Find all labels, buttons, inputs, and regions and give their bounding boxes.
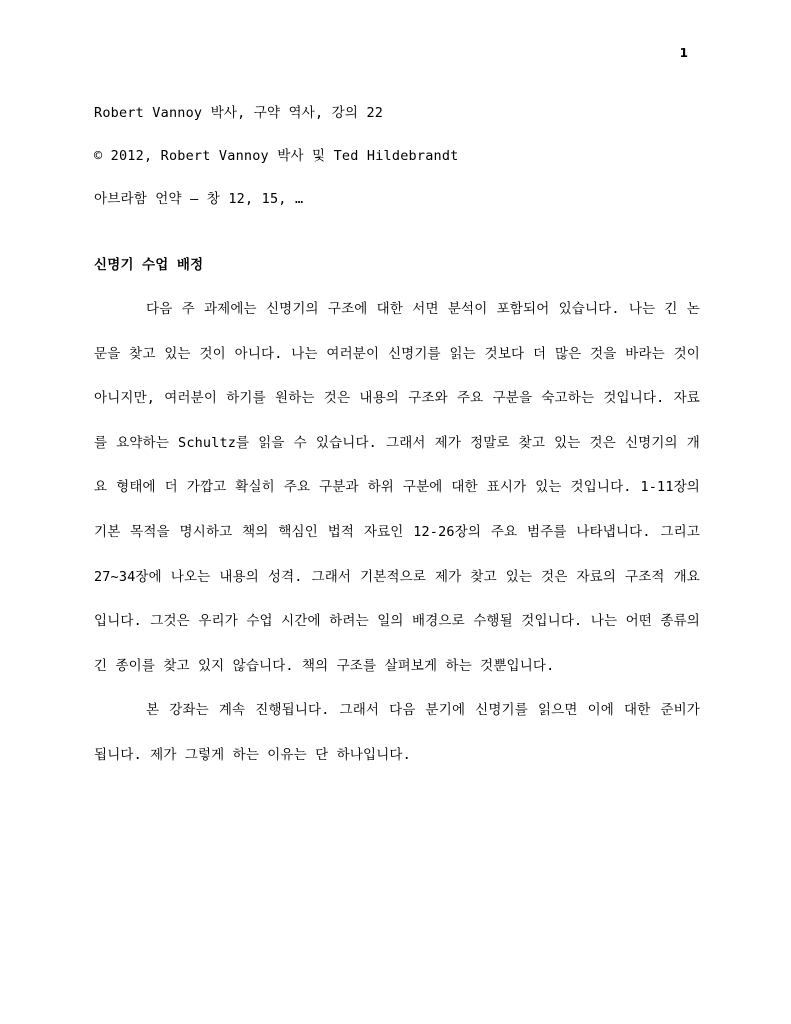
header-line-copyright: © 2012, Robert Vannoy 박사 및 Ted Hildebrandt	[94, 148, 459, 164]
document-content	[94, 92, 700, 778]
paragraph-text: 다음 주 과제에는 신명기의 구조에 대한 서면 분석이 포함되어 있습니다. 나는 긴 논문을 찾고 있는 것이 아니다. 나는 여러분이 신명기를 읽는 것보다 더 많은 것을 바라는 것이 아니지만, 여러분이 하기를 원하는 것은 내용의 구조와 주요 구분을 숙고하는 것입니다. 자료를 요약하는 Schultz를 읽을 수 있습니다. 그래서 제가 정말로 찾고 있는 것은 신명기의 개요 형태에 더 가깝고 확실히 주요 구분과 하위 구분에 대한 표시가 있는 것입니다. 1-11장의 기본 목적을 명시하고 책의 핵심인 법적 자료인 12-26장의 주요 범주를 나타냅니다. 그리고 27~34장에 나오는 내용의 성격. 그래서 기본적으로 제가 찾고 있는 것은 자료의 구조적 개요입니다. 그것은 우리가 수업 시간에 하려는 일의 배경으로 수행될 것입니다. 나는 어떤 종류의 긴 종이를 찾고 있지 않습니다. 책의 구조를 살펴보게 하는 것뿐입니다.	[94, 301, 700, 674]
paragraph-assignment	[94, 287, 700, 688]
paragraph-course-continues	[94, 688, 700, 777]
header-line-title: Robert Vannoy 박사, 구약 역사, 강의 22	[94, 105, 384, 121]
page-number: 1	[679, 46, 688, 60]
header-line-subject: 아브라함 언약 – 창 12, 15, …	[94, 191, 304, 207]
paragraph-text: 본 강좌는 계속 진행됩니다. 그래서 다음 분기에 신명기를 읽으면 이에 대한 준비가 됩니다. 제가 그렇게 하는 이유는 단 하나입니다.	[94, 702, 700, 763]
section-title: 신명기 수업 배정	[94, 257, 204, 273]
